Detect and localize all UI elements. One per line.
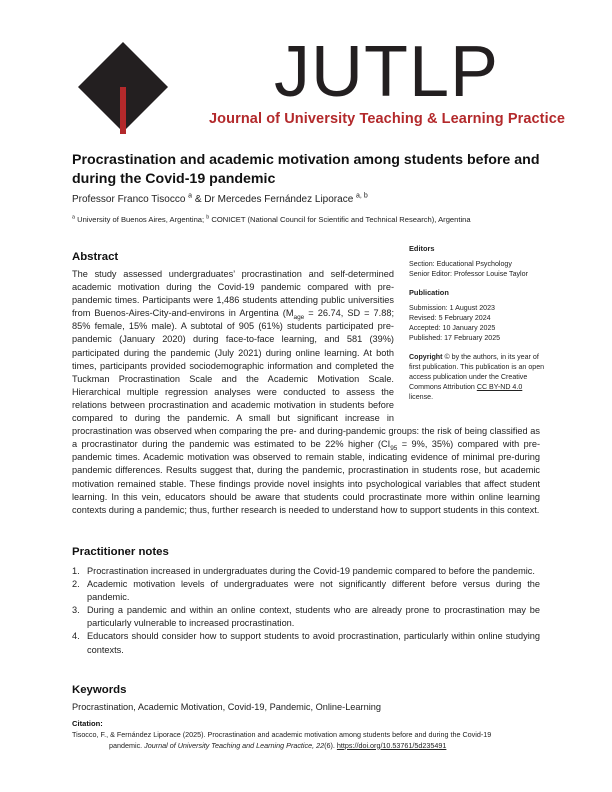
copyright-end: license. bbox=[409, 393, 434, 402]
practitioner-notes-list bbox=[72, 565, 540, 657]
citation-line-1: Tisocco, F., & Fernández Liporace (2025). Procrastination and academic motivation among students before and during the Covid-19 bbox=[72, 730, 492, 739]
list-item-text: Academic motivation levels of undergraduates were not significantly different before versus during the pandemic. bbox=[87, 579, 540, 603]
citation-line-2 bbox=[72, 741, 548, 752]
keywords-list: Procrastination, Academic Motivation, Covid-19, Pandemic, Online-Learning bbox=[72, 702, 381, 712]
journal-wordmark: JUTLP bbox=[274, 32, 500, 112]
copyright-label: Copyright bbox=[409, 352, 443, 361]
author2-affil-mark: a, b bbox=[356, 192, 368, 200]
citation-journal: Journal of University Teaching and Learning Practice, 22 bbox=[144, 740, 325, 750]
paper-title: Procrastination and academic motivation among students before and during the Covid-19 pandemic bbox=[72, 152, 540, 187]
list-item-text: Educators should consider how to support students to avoid procrastination, particularly within online studying contexts. bbox=[87, 631, 540, 655]
affil-b-text: CONICET (National Council for Scientific and Technical Research), Argentina bbox=[209, 215, 471, 224]
author-names-second: & Dr Mercedes Fernández Liporace bbox=[192, 194, 357, 205]
affil-b-mark: b bbox=[206, 214, 210, 221]
copyright-text: © by the authors, in its year of first publication. This publication is an open access publication under the Creative Commons Attribution bbox=[409, 352, 545, 392]
abstract-sub-age: age bbox=[293, 314, 305, 322]
abstract-text-2: = 26.74, SD = 7.88; 85% female, 15% male). A subtotal of 905 (61%) students participated pre-pandemic (January 2020) during face-to-face learning, and 581 (39%) participated during the pandemic (July 2021) during online learning. At both times, participants provided sociodemographic information and completed the Tuckman Procrastination Scale and the Academic Motivation Scale. Hierarchical multiple regression analyses were conducted to assess the relations between procrastination and academic motivation in students before compared to during the pandemic. A small but significant increase in procrastination was observed when comparing the pre- and during-pandemic groups: the risk of being classified as a procrastinator during the pandemic was estimated to be 22% higher (CI bbox=[72, 308, 540, 450]
abstract-heading: Abstract bbox=[72, 251, 119, 263]
citation-label: Citation: bbox=[72, 719, 103, 728]
author-line bbox=[72, 194, 368, 205]
practitioner-notes-heading: Practitioner notes bbox=[72, 546, 169, 558]
editors-heading: Editors bbox=[409, 244, 435, 253]
abstract-sub-95: 95 bbox=[390, 445, 398, 453]
citation-text bbox=[72, 730, 548, 751]
list-item-number: 1. bbox=[72, 566, 80, 576]
citation-pandemic: pandemic. bbox=[109, 740, 145, 750]
keywords-heading: Keywords bbox=[72, 684, 127, 696]
doi-link[interactable]: https://doi.org/10.53761/5d235491 bbox=[336, 740, 447, 750]
senior-editor: Senior Editor: Professor Louise Taylor bbox=[409, 270, 528, 279]
article-info-sidebar bbox=[409, 244, 547, 403]
license-link[interactable]: CC BY-ND 4.0 bbox=[476, 383, 523, 392]
abstract-text-3: = 9%, 35%) compared with pre-pandemic times. Academic motivation was observed to remain stable, indicating evidence of minimal pre-during pandemic differences. Results suggest that, during the pandemic, procrastination in students rose, but academic motivation remained stable. These findings provide novel insights into psychological variables that affect student learning. In this vein, educators should be aware that students could procrastinate more within online learning contexts during a pandemic; thus, further research is needed to understand how to support students in this context. bbox=[72, 439, 541, 515]
list-item-number: 4. bbox=[72, 631, 80, 642]
author1-affil-mark: a bbox=[188, 192, 193, 200]
accepted-date: Accepted: 10 January 2025 bbox=[409, 324, 496, 333]
list-item bbox=[72, 565, 540, 578]
citation-issue: (6). bbox=[324, 740, 337, 750]
list-item bbox=[72, 630, 540, 656]
list-item-number: 3. bbox=[72, 605, 80, 616]
journal-logo-icon bbox=[76, 40, 170, 134]
journal-full-name: Journal of University Teaching & Learning Practice bbox=[209, 111, 566, 127]
copyright-notice bbox=[409, 352, 547, 403]
submission-date: Submission: 1 August 2023 bbox=[409, 303, 495, 312]
list-item bbox=[72, 604, 540, 630]
publication-heading: Publication bbox=[409, 287, 449, 297]
list-item-text: Procrastination increased in undergraduates during the Covid-19 pandemic compared to before the pandemic. bbox=[87, 566, 535, 576]
abstract-text-1: The study assessed undergraduates’ procrastination and self-determined academic motivation during the Covid-19 pandemic compared with pre-pandemic times. Participants were 1,486 students attending public universities from Buenos-Aires-City-and-environs in Argentina (M bbox=[72, 269, 394, 319]
list-item bbox=[72, 578, 540, 604]
published-date: Published: 17 February 2025 bbox=[409, 334, 501, 343]
affil-a-text: University of Buenos Aires, Argentina; bbox=[74, 215, 207, 224]
affil-a-mark: a bbox=[72, 214, 75, 221]
author-names-first: Professor Franco Tisocco bbox=[72, 194, 189, 205]
revised-date: Revised: 5 February 2024 bbox=[409, 314, 491, 323]
list-item-text: During a pandemic and within an online context, students who are already prone to procrastination may be particularly vulnerable to increased procrastination. bbox=[87, 605, 540, 629]
editor-section: Section: Educational Psychology bbox=[409, 260, 512, 269]
affiliations bbox=[72, 214, 542, 225]
list-item-number: 2. bbox=[72, 579, 80, 590]
